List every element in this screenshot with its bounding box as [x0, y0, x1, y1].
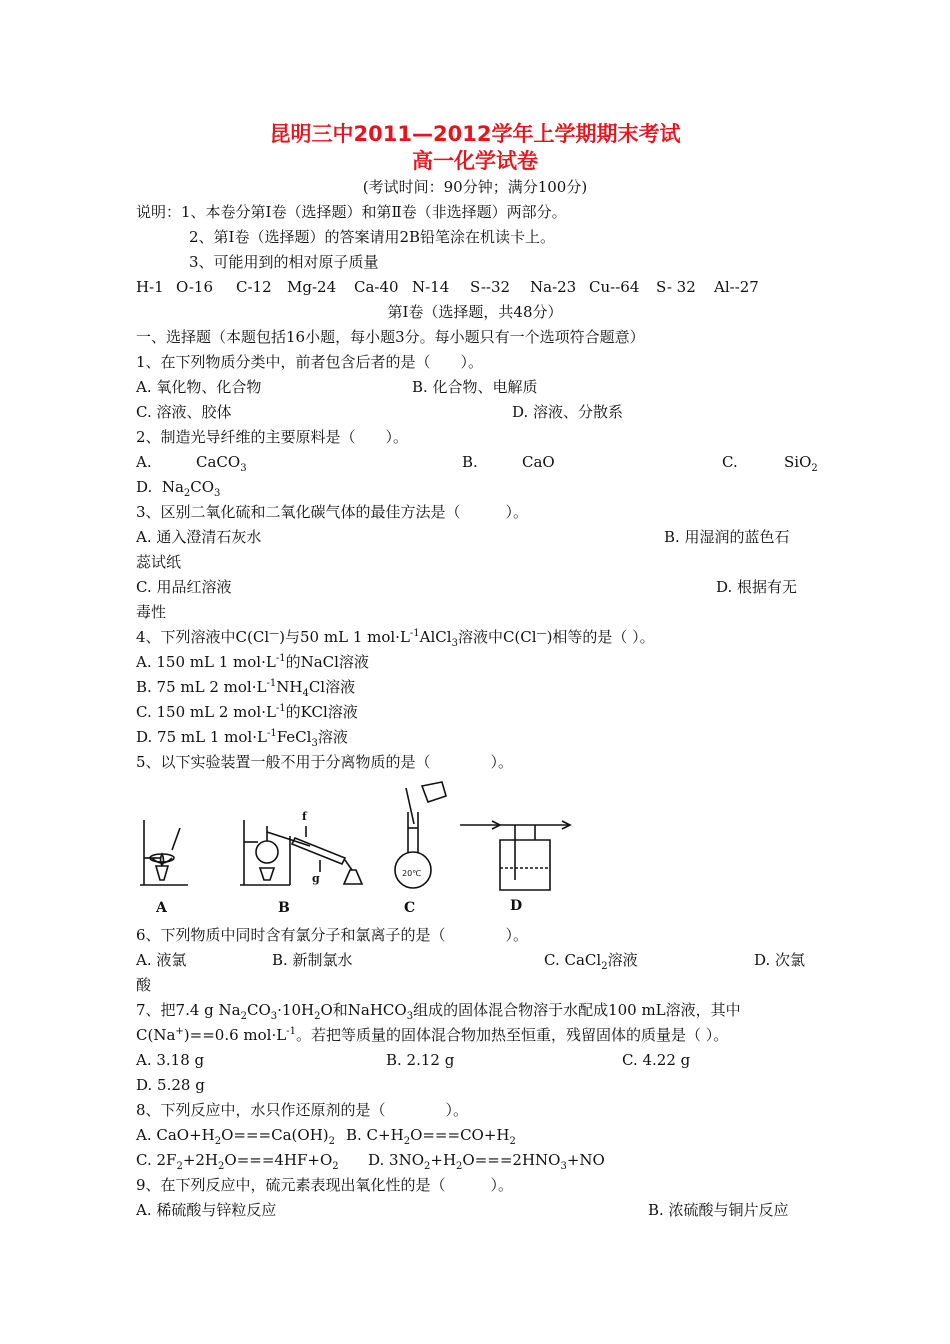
- option-letter: D.: [136, 478, 153, 496]
- q6-option-c: [544, 950, 638, 970]
- glass-rod: [172, 828, 180, 850]
- q4-option-d: [136, 727, 348, 747]
- beaker-c: [422, 782, 446, 802]
- q4-stem: [136, 627, 655, 647]
- sub: 2: [332, 1161, 339, 1172]
- q3-option-b-cont: 蕊试纸: [136, 553, 182, 571]
- q3-option-b: B. 用湿润的蓝色石: [664, 528, 790, 546]
- text: 组成的固体混合物溶于水配成100 mL溶液，其中: [413, 1001, 741, 1019]
- q2-stem: 2、制造光导纤维的主要原料是（ ）。: [136, 428, 409, 446]
- text: O===4HF+O: [224, 1151, 333, 1169]
- note-3: 3、可能用到的相对原子质量: [189, 253, 379, 271]
- formula-text: Na: [161, 478, 184, 496]
- sup: -1: [266, 728, 277, 739]
- note-1: 说明：1、本卷分第Ⅰ卷（选择题）和第Ⅱ卷（非选择题）两部分。: [136, 203, 567, 221]
- q2-option-c-letter: C.: [722, 453, 738, 471]
- flask-temp-label: 20℃: [402, 869, 422, 878]
- mass-item: C-12: [236, 278, 272, 296]
- q7-option-b: B. 2.12 g: [386, 1051, 455, 1069]
- burner-a: [156, 866, 168, 880]
- formula-text: SiO: [784, 453, 812, 471]
- mass-item: Al--27: [714, 278, 759, 296]
- apparatus-drawing: [130, 780, 590, 920]
- q6-option-d-cont: 酸: [136, 976, 152, 994]
- formula-text: CO: [190, 478, 215, 496]
- text: O和NaHCO: [320, 1001, 407, 1019]
- q3-stem: 3、区别二氧化硫和二氧化碳气体的最佳方法是（ ）。: [136, 503, 529, 521]
- sub: 2: [403, 1136, 411, 1147]
- sub: 2: [176, 1161, 183, 1172]
- fig-label-b: B: [278, 900, 290, 916]
- part1-instructions: 一、选择题（本题包括16小题，每小题3分。每小题只有一个选项符合题意）: [136, 328, 645, 346]
- q8-option-b: [346, 1125, 516, 1145]
- mass-item: Mg-24: [287, 278, 337, 296]
- q7-stem-line2: [136, 1025, 728, 1045]
- q2-option-c: [784, 452, 818, 472]
- mass-item: Na-23: [530, 278, 577, 296]
- q1-option-b: B. 化合物、电解质: [412, 378, 538, 396]
- formula-sub: 3: [214, 488, 221, 499]
- sub: 2: [424, 1161, 431, 1172]
- sub: 4: [302, 688, 309, 699]
- distilling-flask: [256, 841, 278, 863]
- sup: -1: [409, 628, 420, 639]
- sub: 2: [456, 1161, 463, 1172]
- q9-stem: 9、在下列反应中，硫元素表现出氧化性的是（ ）。: [136, 1176, 514, 1194]
- q3-option-a: A. 通入澄清石灰水: [136, 528, 262, 546]
- adapter: [345, 860, 352, 870]
- text: ·10H: [277, 1001, 315, 1019]
- receiving-flask: [344, 870, 362, 884]
- text: CO: [246, 1001, 271, 1019]
- q8-option-d: [368, 1150, 605, 1170]
- sub: 2: [509, 1136, 516, 1147]
- text: 溶液: [317, 728, 348, 746]
- q8-stem: 8、下列反应中，水只作还原剂的是（ ）。: [136, 1101, 469, 1119]
- text: 的KCl溶液: [285, 703, 358, 721]
- text: D. 75 mL 1 mol·L: [136, 728, 267, 746]
- sub: 2: [601, 961, 608, 972]
- q4-option-a: [136, 652, 369, 672]
- sub: 2: [218, 1161, 225, 1172]
- text: D. 3NO: [368, 1151, 424, 1169]
- q9-option-b: B. 浓硫酸与铜片反应: [648, 1201, 789, 1219]
- q3-option-c: C. 用品红溶液: [136, 578, 232, 596]
- text: O===2HNO: [462, 1151, 561, 1169]
- text: C(Na: [136, 1026, 176, 1044]
- apparatus-figure: [130, 780, 590, 920]
- sup: —: [269, 628, 280, 639]
- sub: 3: [451, 638, 458, 649]
- q8-option-a: [136, 1125, 335, 1145]
- exam-subtitle: 高一化学试卷: [412, 149, 538, 173]
- q2-option-a-letter: A.: [136, 453, 152, 471]
- flame-a: [161, 854, 164, 866]
- formula-sub: 2: [811, 463, 818, 474]
- sup: —: [536, 628, 547, 639]
- text: C. CaCl: [544, 951, 602, 969]
- label-f: f: [302, 810, 307, 823]
- text: 溶液中C(Cl: [457, 628, 537, 646]
- washing-bottle: [500, 840, 550, 890]
- text: 溶液: [607, 951, 638, 969]
- text: +2H: [182, 1151, 219, 1169]
- q2-option-b: CaO: [522, 453, 555, 471]
- exam-info: (考试时间：90分钟；满分100分): [362, 178, 588, 196]
- note-2: 2、第Ⅰ卷（选择题）的答案请用2B铅笔涂在机读卡上。: [189, 228, 556, 246]
- mass-item: S- 32: [656, 278, 696, 296]
- sup: -1: [266, 678, 277, 689]
- fig-label-d: D: [510, 898, 523, 914]
- q2-option-d: [136, 477, 220, 497]
- text: O===CO+H: [410, 1126, 510, 1144]
- q6-option-b: B. 新制氯水: [272, 951, 353, 969]
- sub: 3: [560, 1161, 567, 1172]
- sub: 3: [270, 1011, 278, 1022]
- sup: +: [175, 1026, 184, 1037]
- sub: 3: [311, 738, 318, 749]
- sub: 2: [240, 1011, 247, 1022]
- q6-option-d: D. 次氯: [754, 951, 806, 969]
- text: C. 150 mL 2 mol·L: [136, 703, 276, 721]
- sup: -1: [275, 703, 286, 714]
- text: B. C+H: [346, 1126, 404, 1144]
- formula-sub: 3: [240, 463, 247, 474]
- mass-item: O-16: [176, 278, 214, 296]
- text: B. 75 mL 2 mol·L: [136, 678, 267, 696]
- q1-stem: 1、在下列物质分类中，前者包含后者的是（ ）。: [136, 353, 484, 371]
- fig-label-a: A: [156, 900, 167, 916]
- q2-option-a: [196, 452, 247, 472]
- sup: -1: [286, 1026, 296, 1037]
- mass-item: N-14: [412, 278, 450, 296]
- formula-text: CaCO: [196, 453, 241, 471]
- text: )与50 mL 1 mol·L: [279, 628, 410, 646]
- text: 的NaCl溶液: [285, 653, 369, 671]
- text: 4、下列溶液中C(Cl: [136, 628, 270, 646]
- q3-option-d-cont: 毒性: [136, 603, 167, 621]
- label-g: g: [312, 872, 320, 885]
- formula-sub: 2: [183, 488, 191, 499]
- sub: 2: [314, 1011, 321, 1022]
- mass-item: S--32: [470, 278, 511, 296]
- q7-stem-line1: [136, 1000, 741, 1020]
- mass-item: Cu--64: [589, 278, 640, 296]
- q7-option-a: A. 3.18 g: [136, 1051, 205, 1069]
- text: +H: [430, 1151, 457, 1169]
- q1-option-d: D. 溶液、分散系: [512, 403, 624, 421]
- sub: 2: [214, 1136, 222, 1147]
- text: )相等的是（ ）。: [546, 628, 655, 646]
- part1-title: 第Ⅰ卷（选择题，共48分）: [387, 303, 563, 321]
- q3-option-d: D. 根据有无: [716, 578, 798, 596]
- exam-title: 昆明三中2011—2012学年上学期期末考试: [269, 122, 681, 146]
- fig-label-c: C: [404, 900, 416, 916]
- q6-stem: 6、下列物质中同时含有氯分子和氯离子的是（ ）。: [136, 926, 529, 944]
- sub: 3: [406, 1011, 414, 1022]
- q4-option-b: [136, 677, 355, 697]
- q7-option-d: D. 5.28 g: [136, 1076, 205, 1094]
- text: FeCl: [276, 728, 312, 746]
- text: C. 2F: [136, 1151, 177, 1169]
- q4-option-c: [136, 702, 358, 722]
- burner-b: [260, 868, 274, 880]
- text: A. CaO+H: [136, 1126, 215, 1144]
- q1-option-a: A. 氧化物、化合物: [136, 378, 262, 396]
- sub: 2: [328, 1136, 336, 1147]
- text: NH: [276, 678, 303, 696]
- q8-option-c: [136, 1150, 339, 1170]
- text: A. 150 mL 1 mol·L: [136, 653, 276, 671]
- q1-option-c: C. 溶液、胶体: [136, 403, 232, 421]
- q2-option-b-letter: B.: [462, 453, 478, 471]
- q6-option-a: A. 液氯: [136, 951, 187, 969]
- text: Cl溶液: [308, 678, 356, 696]
- text: O===Ca(OH): [221, 1126, 329, 1144]
- q9-option-a: A. 稀硫酸与锌粒反应: [136, 1201, 277, 1219]
- sup: -1: [275, 653, 286, 664]
- text: AlCl: [419, 628, 452, 646]
- q5-stem: 5、以下实验装置一般不用于分离物质的是（ ）。: [136, 753, 514, 771]
- text: )==0.6 mol·L: [183, 1026, 287, 1044]
- mass-item: Ca-40: [354, 278, 399, 296]
- q7-option-c: C. 4.22 g: [622, 1051, 691, 1069]
- text: 。若把等质量的固体混合物加热至恒重，残留固体的质量是（ ）。: [295, 1026, 729, 1044]
- text: 7、把7.4 g Na: [136, 1001, 241, 1019]
- mass-item: H-1: [136, 278, 164, 296]
- text: +NO: [566, 1151, 605, 1169]
